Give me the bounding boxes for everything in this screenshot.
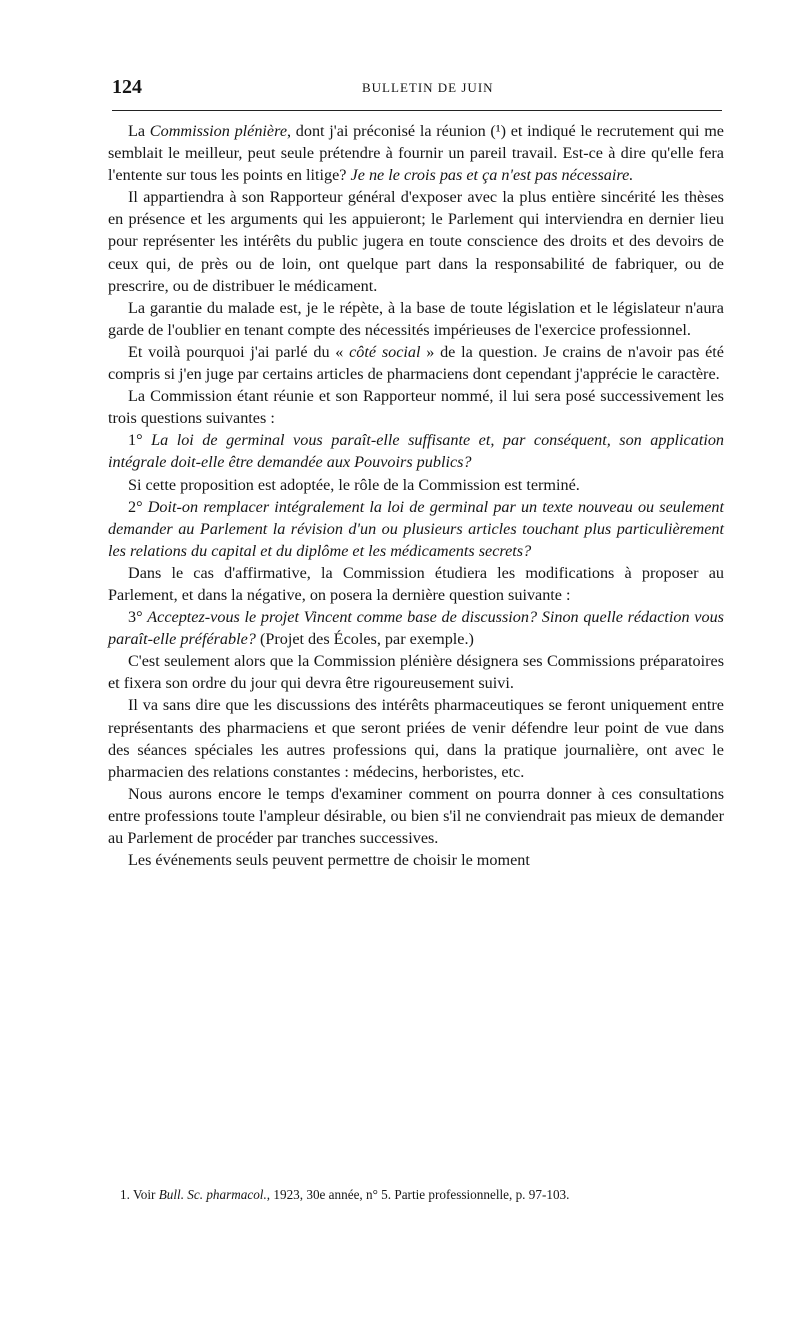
paragraph <box>108 606 724 650</box>
paragraph <box>108 186 724 296</box>
paragraph <box>108 496 724 562</box>
body-text <box>108 120 724 871</box>
text-run: La <box>128 122 150 140</box>
paragraph <box>108 694 724 782</box>
text-run: Dans le cas d'affirmative, la Commission étudiera les modifications à proposer au Parlement, et dans la négative, on posera la dernière question suivante : <box>108 563 724 604</box>
paragraph <box>108 297 724 341</box>
text-run: » de la question. Je crains de n'avoir pas été compris si j'en juge par certains articles de pharmaciens dont cependant j'apprécie le caractère. <box>108 342 724 384</box>
page-header <box>112 76 722 102</box>
text-run: 3° <box>128 608 148 627</box>
text-run: La Commission étant réunie et son Rapporteur nommé, il lui sera posé successivement les trois questions suivantes : <box>108 387 724 428</box>
text-run: Les événements seuls peuvent permettre de choisir le moment <box>128 851 530 870</box>
italic-text: Commission plénière <box>149 122 288 140</box>
italic-text: La loi de germinal vous paraît-elle suffisante et, par conséquent, son application intégrale doit-elle être demandée aux Pouvoirs publics? <box>108 431 725 472</box>
text-run: Si cette proposition est adoptée, le rôle de la Commission est terminé. <box>128 475 580 494</box>
text-run: Et voilà pourquoi j'ai parlé du « <box>128 342 350 361</box>
paragraph <box>108 849 724 871</box>
text-run: 2° <box>128 497 148 516</box>
page-number: 124 <box>112 76 142 98</box>
paragraph <box>108 385 724 429</box>
italic-text: Bull. Sc. pharmacol. <box>158 1187 267 1202</box>
text-run: 1. Voir <box>120 1187 159 1202</box>
italic-text: Doit-on remplacer intégralement la loi de germinal par un texte nouveau ou seulement demander au Parlement la révision d'un ou plusieurs articles touchant plus particulièrement les relations du capital et du diplôme et les médicaments secrets? <box>108 497 724 560</box>
text-run: , 1923, 30e année, n° 5. Partie professionnelle, p. 97-103. <box>266 1187 570 1202</box>
italic-text: Acceptez-vous le projet Vincent comme base de discussion? Sinon quelle rédaction vous paraît-elle préférable? <box>108 608 724 649</box>
paragraph <box>108 341 724 385</box>
running-head: BULLETIN DE JUIN <box>362 80 494 95</box>
paragraph <box>108 120 724 186</box>
text-run: (Projet des Écoles, par exemple.) <box>255 630 474 649</box>
text-run: , dont j'ai préconisé la réunion (¹) et indiqué le recrutement qui me semblait le meilleur, peut seule prétendre à fournir un pareil travail. Est-ce à dire qu'elle fera l'entente sur tous les points en litige? <box>108 122 724 185</box>
text-run: Il va sans dire que les discussions des intérêts pharmaceutiques se feront uniquement entre représentants des pharmaciens et que seront priées de venir défendre leur point de vue dans des séances spéciales les autres professions qui, dans la pratique journalière, ont avec le pharmacien des relations constantes : médecins, herboristes, etc. <box>108 696 724 781</box>
text-run: La garantie du malade est, je le répète, à la base de toute législation et le législateur n'aura garde de l'oublier en tenant compte des nécessités impérieuses de l'exercice professionnel. <box>108 298 724 339</box>
text-run: C'est seulement alors que la Commission plénière désignera ses Commissions préparatoires et fixera son ordre du jour qui devra être rigoureusement suivi. <box>108 652 724 693</box>
paragraph <box>108 650 724 694</box>
footnote <box>120 1186 730 1204</box>
text-run: Il appartiendra à son Rapporteur général d'exposer avec la plus entière sincérité les thèses en présence et les arguments qui les appuieront; le Parlement qui interviendra en dernier lieu pour représenter les intérêts du public jugera en toute conscience des droits et des devoirs de ceux qui, de près ou de loin, ont quelque part dans la responsabilité de fabriquer, ou de prescrire, ou de distribuer le médicament. <box>108 188 724 295</box>
italic-text: côté social <box>349 342 421 361</box>
text-run: 1° <box>128 431 152 450</box>
paragraph <box>108 783 724 849</box>
paragraph <box>108 429 724 473</box>
paragraph <box>108 474 724 496</box>
paragraph <box>108 562 724 606</box>
text-run: Nous aurons encore le temps d'examiner comment on pourra donner à ces consultations entre professions toute l'ampleur désirable, ou bien s'il ne conviendrait pas mieux de demander au Parlement de procéder par tranches successives. <box>108 784 724 847</box>
italic-text: Je ne le crois pas et ça n'est pas nécessaire. <box>350 166 634 185</box>
header-rule <box>112 110 722 111</box>
